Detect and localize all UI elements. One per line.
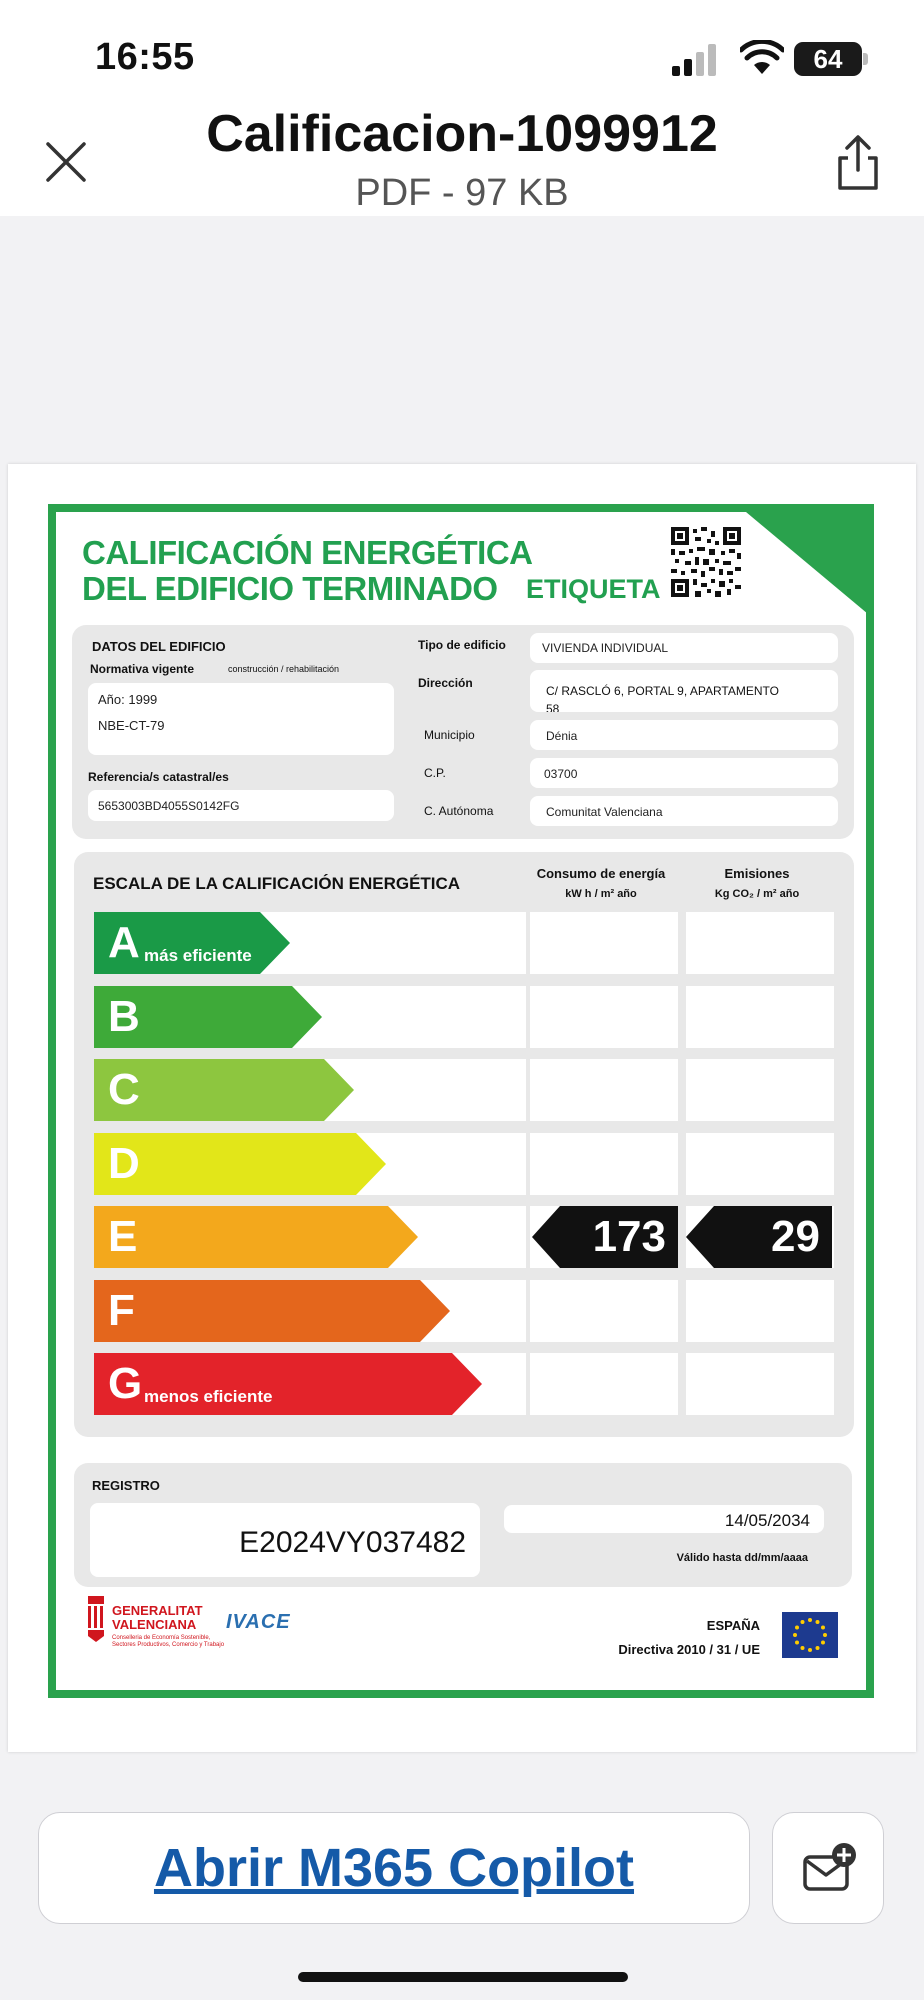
- registro-label: REGISTRO: [92, 1478, 160, 1493]
- grade-letter: F: [108, 1285, 135, 1335]
- consumo-cell-g: [530, 1353, 678, 1415]
- eu-star: [795, 1641, 799, 1645]
- emisiones-cell-c: [686, 1059, 834, 1121]
- file-title: Calificacion-1099912: [206, 105, 718, 163]
- open-copilot-label: Abrir M365 Copilot: [153, 1838, 635, 1898]
- building-heading: DATOS DEL EDIFICIO: [92, 639, 226, 654]
- grade-letter: D: [108, 1138, 140, 1188]
- consumo-cell-f: [530, 1280, 678, 1342]
- consumo-cell-c: [530, 1059, 678, 1121]
- qr-code-icon: [671, 527, 741, 597]
- eu-star: [793, 1633, 797, 1637]
- emisiones-cell-g: [686, 1353, 834, 1415]
- grade-arrow-e: [94, 1206, 418, 1268]
- close-icon[interactable]: [40, 136, 92, 188]
- eu-star: [808, 1618, 812, 1622]
- cp-label: C.P.: [424, 766, 446, 780]
- grade-letter: A: [108, 918, 140, 967]
- envelope-plus-icon: [803, 1843, 857, 1893]
- generalitat-name: [112, 1604, 203, 1632]
- emisiones-cell-f: [686, 1280, 834, 1342]
- wifi-icon: [740, 40, 784, 76]
- consumo-cell-d: [530, 1133, 678, 1195]
- year-value: Año: 1999: [98, 692, 158, 707]
- emisiones-cell-b: [686, 986, 834, 1048]
- ref-label: Referencia/s catastral/es: [88, 770, 229, 784]
- directiva-label: Directiva 2010 / 31 / UE: [618, 1642, 760, 1657]
- direccion-box: [530, 670, 838, 712]
- scale-row-c: [94, 1059, 526, 1121]
- open-copilot-button[interactable]: [38, 1812, 750, 1924]
- eu-star: [795, 1626, 799, 1630]
- file-info: PDF - 97 KB: [355, 172, 569, 214]
- generalitat-line2: VALENCIANA: [112, 1617, 197, 1632]
- valid-until-label: Válido hasta dd/mm/aaaa: [676, 1552, 808, 1564]
- ref-value: 5653003BD4055S0142FG: [98, 799, 240, 813]
- consumo-cell-b: [530, 986, 678, 1048]
- grade-arrow-f: [94, 1280, 450, 1342]
- grade-tag: más eficiente: [144, 946, 252, 965]
- eu-star: [816, 1646, 820, 1650]
- ivace-logo: IVACE: [226, 1611, 291, 1633]
- tipo-label: Tipo de edificio: [418, 638, 506, 652]
- status-time: 16:55: [95, 36, 195, 78]
- eu-star: [816, 1620, 820, 1624]
- scale-row-b: [94, 986, 526, 1048]
- scale-title: ESCALA DE LA CALIFICACIÓN ENERGÉTICA: [93, 874, 461, 893]
- eu-star: [823, 1633, 827, 1637]
- label-type: ETIQUETA: [526, 574, 661, 604]
- grade-letter: C: [108, 1065, 140, 1114]
- municipio-value: Dénia: [546, 729, 578, 743]
- save-to-mail-button[interactable]: [772, 1812, 884, 1924]
- consumo-header: Consumo de energía: [536, 866, 666, 881]
- battery-indicator: 64: [794, 42, 862, 76]
- eu-star: [801, 1646, 805, 1650]
- scale-row-e: [94, 1206, 526, 1268]
- norma-value: NBE-CT-79: [98, 718, 165, 733]
- ca-value: Comunitat Valenciana: [546, 805, 663, 819]
- label-title-line2: DEL EDIFICIO TERMINADO: [82, 570, 498, 607]
- grade-letter: G: [108, 1359, 143, 1408]
- home-indicator: [298, 1972, 628, 1982]
- label-title-line1: CALIFICACIÓN ENERGÉTICA: [82, 534, 533, 571]
- direccion-value2: 58: [546, 702, 560, 712]
- normativa-label: Normativa vigente: [90, 662, 195, 676]
- eu-star: [821, 1626, 825, 1630]
- eu-star: [801, 1620, 805, 1624]
- ca-label: C. Autónoma: [424, 804, 494, 818]
- grade-letter: E: [108, 1212, 138, 1261]
- conselleria-name: Conselleria de Economía Sostenible, Sectores Productivos, Comercio y Trabajo: [112, 1635, 225, 1648]
- eu-flag-icon: [782, 1612, 838, 1658]
- generalitat-logo-icon: [86, 1596, 106, 1642]
- country-label: ESPAÑA: [706, 1618, 760, 1633]
- grade-tag: menos eficiente: [144, 1387, 273, 1406]
- direccion-label: Dirección: [418, 676, 473, 690]
- emisiones-cell-a: [686, 912, 834, 974]
- scale-row-a: [94, 912, 526, 974]
- normativa-sub: construcción / rehabilitación: [228, 664, 340, 674]
- municipio-label: Municipio: [424, 728, 475, 742]
- cellular-signal-icon: [672, 44, 720, 76]
- share-icon[interactable]: [832, 134, 884, 192]
- eu-star: [821, 1641, 825, 1645]
- emisiones-header: Emisiones: [724, 866, 790, 881]
- emisiones-unit: Kg CO₂ / m² año: [714, 888, 800, 900]
- direccion-value: C/ RASCLÓ 6, PORTAL 9, APARTAMENTO: [546, 684, 779, 698]
- registro-value: E2024VY037482: [239, 1526, 466, 1559]
- eu-star: [808, 1648, 812, 1652]
- corner-decoration: [746, 512, 868, 614]
- generalitat-line1: GENERALITAT: [112, 1603, 203, 1618]
- emisiones-cell-d: [686, 1133, 834, 1195]
- battery-cap: [863, 53, 868, 65]
- tipo-value: VIVIENDA INDIVIDUAL: [542, 641, 669, 655]
- rating-value-emisiones: 29: [771, 1212, 820, 1261]
- rating-value-consumo: 173: [592, 1212, 666, 1261]
- scale-row-g: [94, 1353, 526, 1415]
- scale-row-d: [94, 1133, 526, 1195]
- valid-until-date: 14/05/2034: [724, 1511, 810, 1530]
- cp-value: 03700: [544, 767, 578, 781]
- grade-letter: B: [108, 991, 140, 1041]
- scale-row-f: [94, 1280, 526, 1342]
- consumo-cell-a: [530, 912, 678, 974]
- consumo-unit: kW h / m² año: [565, 888, 637, 900]
